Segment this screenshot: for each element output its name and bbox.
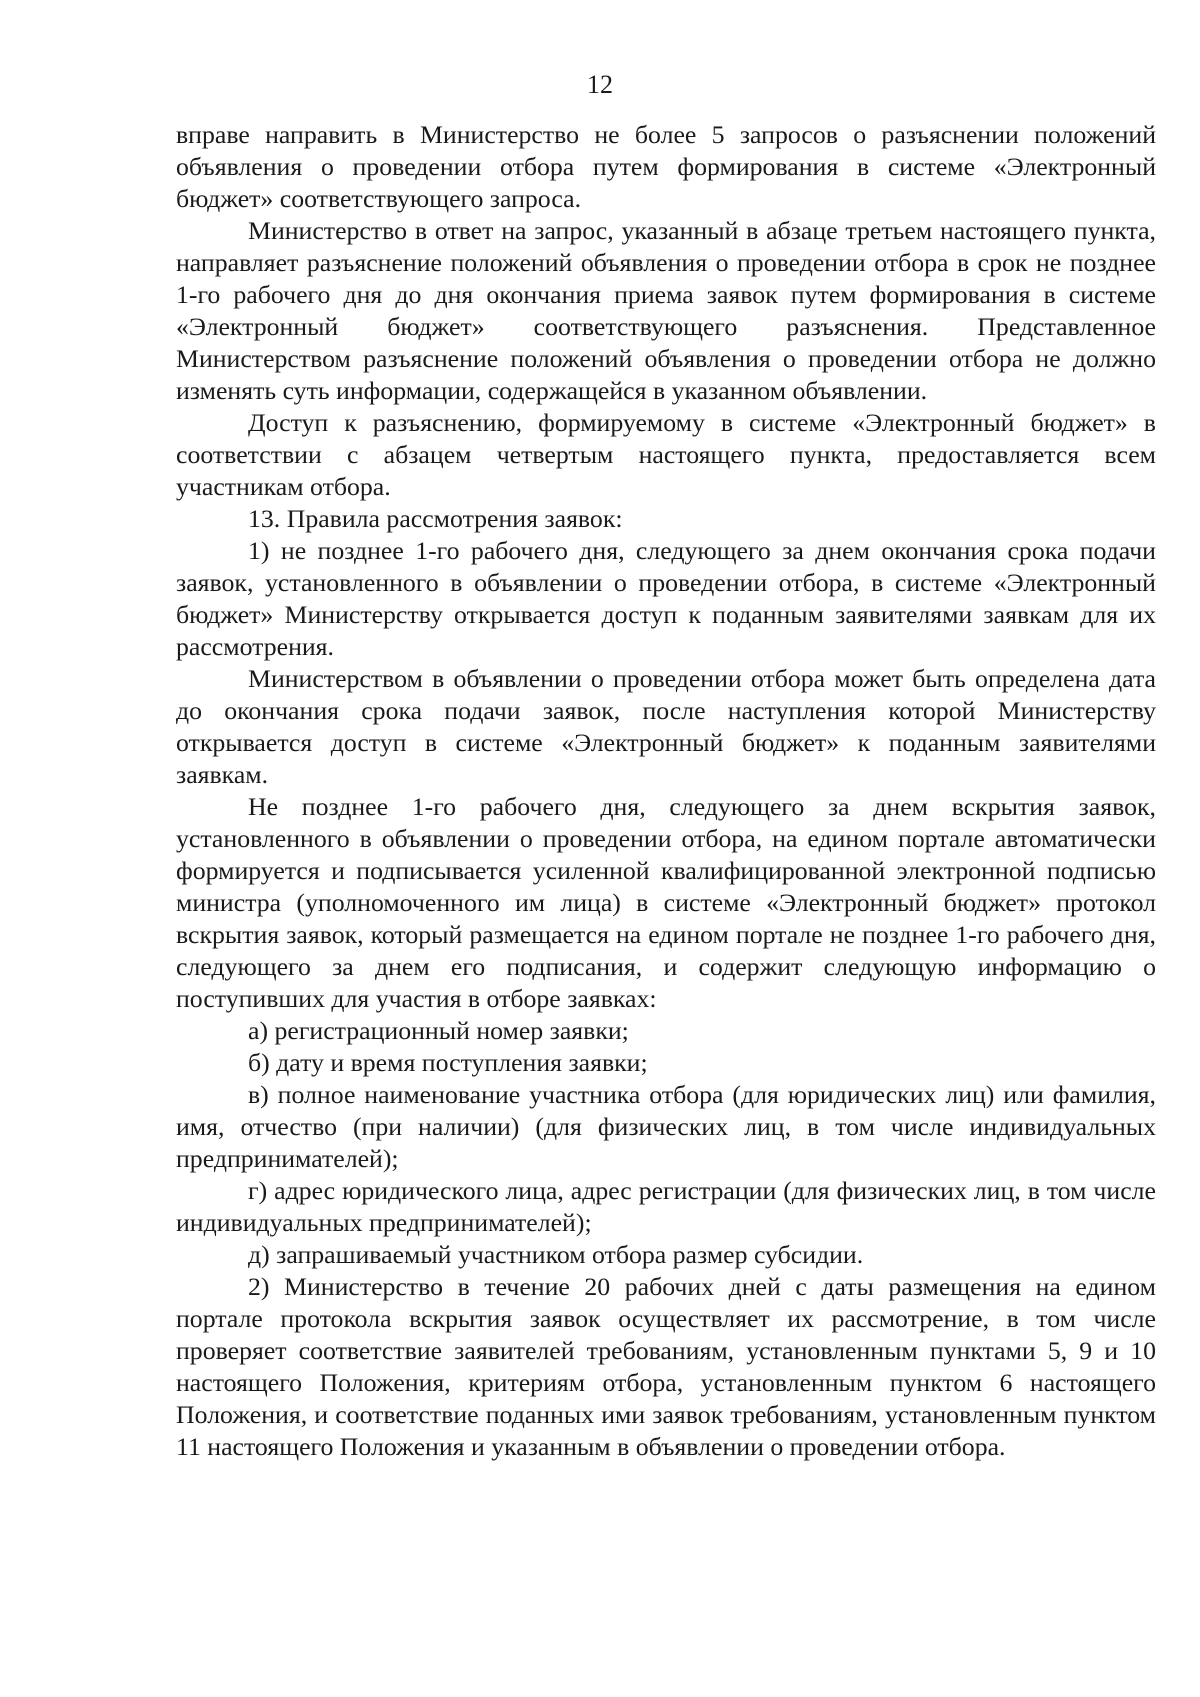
list-item: 2) Министерство в течение 20 рабочих дней с даты размещения на едином портале протокола вскрытия заявок осуществляет их рассмотрение, в том числе проверяет соответствие заявителей требованиям, установленным пунктами 5, 9 и 10 настоящего Положения, критериям отбора, установленным пунктом 6 настоящего Положения, и соответствие поданных ими заявок требованиям, установленным пунктом 11 настоящего Положения и указанным в объявлении о проведении отбора. xyxy=(176,1272,1156,1461)
page-number: 12 xyxy=(587,70,613,99)
list-item: г) адрес юридического лица, адрес регистрации (для физических лиц, в том числе индивидуальных предпринимателей); xyxy=(176,1176,1156,1237)
list-item: в) полное наименование участника отбора (для юридических лиц) или фамилия, имя, отчество (при наличии) (для физических лиц, в том числе индивидуальных предпринимателей); xyxy=(176,1080,1156,1173)
paragraph: Доступ к разъяснению, формируемому в системе «Электронный бюджет» в соответствии с абзацем четвертым настоящего пункта, предоставляется всем участникам отбора. xyxy=(176,408,1156,501)
list-item: 1) не позднее 1-го рабочего дня, следующего за днем окончания срока подачи заявок, установленного в объявлении о проведении отбора, в системе «Электронный бюджет» Министерству открывается доступ к поданным заявителями заявкам для их рассмотрения. xyxy=(176,536,1156,661)
list-item: б) дату и время поступления заявки; xyxy=(248,1048,648,1077)
section-heading: 13. Правила рассмотрения заявок: xyxy=(248,504,623,533)
paragraph-continuation: вправе направить в Министерство не более 5 запросов о разъяснении положений объявления о проведении отбора путем формирования в системе «Электронный бюджет» соответствующего запроса. xyxy=(176,120,1156,213)
paragraph: Не позднее 1-го рабочего дня, следующего за днем вскрытия заявок, установленного в объявлении о проведении отбора, на едином портале автоматически формируется и подписывается усиленной квалифицированной электронной подписью министра (уполномоченного им лица) в системе «Электронный бюджет» протокол вскрытия заявок, который размещается на едином портале не позднее 1-го рабочего дня, следующего за днем его подписания, и содержит следующую информацию о поступивших для участия в отборе заявках: xyxy=(176,792,1156,1013)
paragraph: Министерство в ответ на запрос, указанный в абзаце третьем настоящего пункта, направляет разъяснение положений объявления о проведении отбора в срок не позднее 1-го рабочего дня до дня окончания приема заявок путем формирования в системе «Электронный бюджет» соответствующего разъяснения. Представленное Министерством разъяснение положений объявления о проведении отбора не должно изменять суть информации, содержащейся в указанном объявлении. xyxy=(176,216,1156,405)
list-item: а) регистрационный номер заявки; xyxy=(248,1016,629,1045)
document-body xyxy=(176,119,1156,1463)
paragraph: Министерством в объявлении о проведении отбора может быть определена дата до окончания срока подачи заявок, после наступления которой Министерству открывается доступ в системе «Электронный бюджет» к поданным заявителями заявкам. xyxy=(176,664,1156,789)
list-item: д) запрашиваемый участником отбора размер субсидии. xyxy=(248,1240,864,1269)
